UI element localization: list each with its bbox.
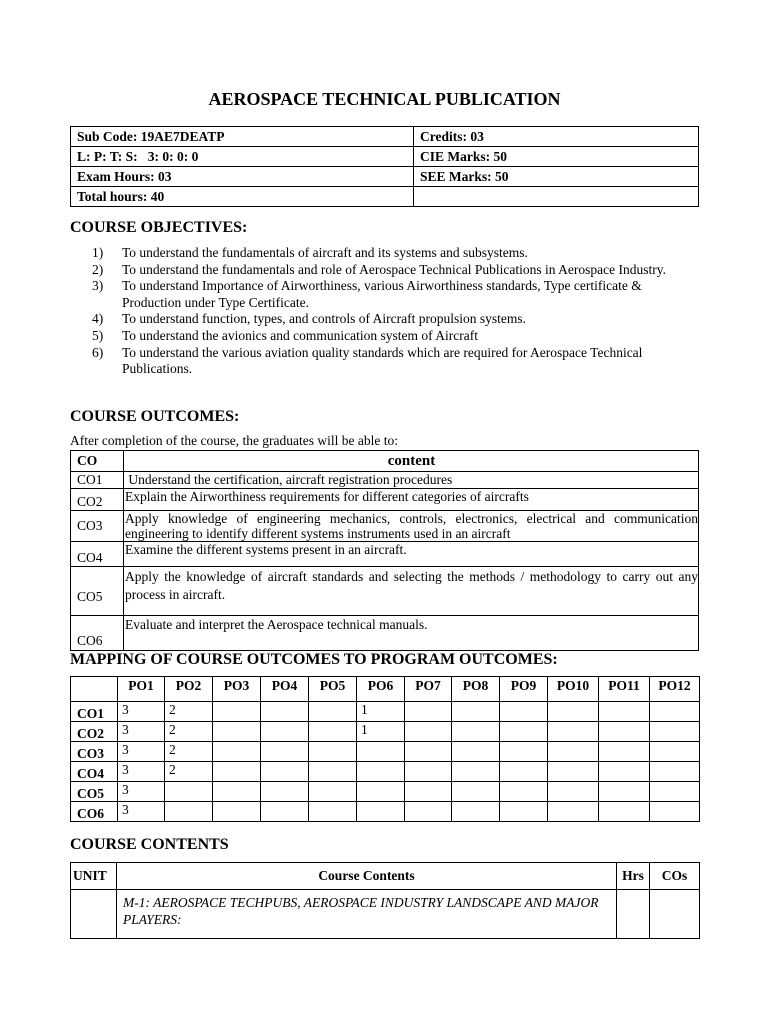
- contents-cell: M-1: AEROSPACE TECHPUBS, AEROSPACE INDUSTRY LANDSCAPE AND MAJOR PLAYERS:: [117, 890, 617, 939]
- co-text: Apply the knowledge of aircraft standards and selecting the methods / methodology to carry out any process in aircraft.: [124, 567, 699, 616]
- co-label: CO4: [71, 542, 124, 567]
- mapping-cell: [650, 782, 700, 802]
- header-cell: PO5: [309, 677, 357, 702]
- table-row: [71, 472, 699, 489]
- list-item: [92, 262, 697, 279]
- mapping-cell: [261, 742, 309, 762]
- mapping-cell: [165, 782, 213, 802]
- objectives-list: [92, 245, 697, 378]
- list-item: [92, 245, 697, 262]
- header-cell: PO4: [261, 677, 309, 702]
- mapping-cell: 2: [165, 762, 213, 782]
- mapping-cell: [357, 782, 405, 802]
- mapping-cell: 3: [118, 742, 165, 762]
- mapping-cell: [452, 762, 500, 782]
- mapping-cell: [548, 802, 599, 822]
- mapping-cell: 3: [118, 782, 165, 802]
- info-cell: Total hours: 40: [71, 187, 414, 207]
- header-cell: PO3: [213, 677, 261, 702]
- header-cell: PO11: [599, 677, 650, 702]
- mapping-cell: 3: [118, 702, 165, 722]
- list-number: 6): [92, 344, 104, 360]
- mapping-cell: [309, 802, 357, 822]
- mapping-cell: [213, 762, 261, 782]
- mapping-cell: [357, 742, 405, 762]
- row-header: CO4: [71, 762, 118, 782]
- outcomes-heading: COURSE OUTCOMES:: [70, 408, 240, 425]
- outcomes-intro: After completion of the course, the graduates will be able to:: [70, 433, 399, 448]
- mapping-cell: [405, 782, 452, 802]
- list-number: 1): [92, 245, 104, 260]
- mapping-cell: [213, 742, 261, 762]
- list-number: 5): [92, 327, 104, 343]
- mapping-cell: [650, 722, 700, 742]
- mapping-cell: [599, 782, 650, 802]
- row-header: CO3: [71, 742, 118, 762]
- header-cell: PO7: [405, 677, 452, 702]
- mapping-cell: [650, 702, 700, 722]
- contents-table: [70, 862, 700, 939]
- list-text: To understand the avionics and communication system of Aircraft: [122, 327, 478, 343]
- co-label: CO2: [71, 489, 124, 511]
- mapping-cell: [309, 742, 357, 762]
- mapping-cell: [500, 722, 548, 742]
- header-cell: PO12: [650, 677, 700, 702]
- mapping-cell: [452, 702, 500, 722]
- mapping-cell: [500, 742, 548, 762]
- info-cell: Credits: 03: [414, 127, 699, 147]
- header-unit: UNIT: [71, 863, 117, 890]
- mapping-cell: [165, 802, 213, 822]
- header-cell: PO2: [165, 677, 213, 702]
- mapping-cell: [213, 802, 261, 822]
- mapping-cell: [599, 742, 650, 762]
- mapping-cell: [599, 762, 650, 782]
- mapping-cell: 2: [165, 702, 213, 722]
- co-text: Examine the different systems present in an aircraft.: [124, 542, 699, 567]
- table-header-row: [71, 451, 699, 472]
- mapping-cell: [500, 802, 548, 822]
- mapping-cell: [357, 802, 405, 822]
- table-row: [71, 702, 700, 722]
- row-header: CO6: [71, 802, 118, 822]
- co-text: Apply knowledge of engineering mechanics, controls, electronics, electrical and communication engineering to identify different systems instruments used in an aircraft: [125, 511, 698, 541]
- info-row: [71, 187, 699, 207]
- mapping-cell: [452, 742, 500, 762]
- table-row: [71, 742, 700, 762]
- mapping-cell: [261, 782, 309, 802]
- course-info-table: [70, 126, 699, 207]
- header-cell: [71, 677, 118, 702]
- mapping-cell: [405, 702, 452, 722]
- mapping-cell: [650, 742, 700, 762]
- mapping-cell: 2: [165, 722, 213, 742]
- header-cell: content: [124, 451, 699, 472]
- table-row: [71, 616, 699, 651]
- info-cell: Sub Code: 19AE7DEATP: [71, 127, 414, 147]
- row-header: CO5: [71, 782, 118, 802]
- header-cell: PO8: [452, 677, 500, 702]
- mapping-table: [70, 676, 700, 822]
- mapping-cell: [261, 702, 309, 722]
- mapping-cell: [452, 802, 500, 822]
- header-hrs: Hrs: [617, 863, 650, 890]
- list-item: [92, 345, 697, 378]
- info-cell: SEE Marks: 50: [414, 167, 699, 187]
- mapping-cell: [261, 722, 309, 742]
- list-item: [92, 328, 697, 345]
- table-row: [71, 542, 699, 567]
- mapping-cell: [261, 802, 309, 822]
- list-number: 3): [92, 278, 104, 294]
- header-cell: PO6: [357, 677, 405, 702]
- mapping-cell: [405, 742, 452, 762]
- info-cell: L: P: T: S: 3: 0: 0: 0: [71, 147, 414, 167]
- mapping-cell: [405, 762, 452, 782]
- mapping-cell: [261, 762, 309, 782]
- mapping-cell: [357, 762, 405, 782]
- table-header-row: [71, 863, 700, 890]
- info-row: [71, 147, 699, 167]
- page-title: AEROSPACE TECHNICAL PUBLICATION: [208, 89, 561, 109]
- table-row: [71, 762, 700, 782]
- mapping-cell: [309, 782, 357, 802]
- mapping-cell: [213, 702, 261, 722]
- mapping-cell: [309, 762, 357, 782]
- header-cell: CO: [71, 451, 124, 472]
- info-row: [71, 167, 699, 187]
- header-cell: PO10: [548, 677, 599, 702]
- info-cell: CIE Marks: 50: [414, 147, 699, 167]
- mapping-cell: [500, 702, 548, 722]
- mapping-cell: 2: [165, 742, 213, 762]
- mapping-cell: [405, 802, 452, 822]
- unit-cell: [71, 890, 117, 939]
- mapping-cell: 3: [118, 802, 165, 822]
- contents-heading: COURSE CONTENTS: [70, 836, 229, 853]
- header-cell: PO9: [500, 677, 548, 702]
- objectives-heading: COURSE OBJECTIVES:: [70, 219, 248, 236]
- mapping-cell: [548, 782, 599, 802]
- mapping-cell: [309, 702, 357, 722]
- list-item: [92, 278, 697, 311]
- list-text: To understand the various aviation quality standards which are required for Aerospace Technical Publications.: [122, 344, 643, 377]
- co-text: Understand the certification, aircraft registration procedures: [124, 472, 699, 489]
- table-row: [71, 890, 700, 939]
- list-text: To understand the fundamentals and role of Aerospace Technical Publications in Aerospace Industry.: [122, 261, 666, 277]
- header-cos: COs: [650, 863, 700, 890]
- mapping-cell: 1: [357, 722, 405, 742]
- header-cell: PO1: [118, 677, 165, 702]
- table-row: [71, 782, 700, 802]
- header-contents: Course Contents: [117, 863, 617, 890]
- list-number: 2): [92, 261, 104, 277]
- outcomes-table: [70, 450, 699, 651]
- table-row: [71, 489, 699, 511]
- co-label: CO1: [71, 472, 124, 489]
- mapping-cell: [548, 762, 599, 782]
- mapping-cell: [599, 722, 650, 742]
- co-text: Evaluate and interpret the Aerospace technical manuals.: [124, 616, 699, 651]
- co-label: CO3: [71, 511, 124, 542]
- mapping-cell: [650, 802, 700, 822]
- mapping-cell: [548, 742, 599, 762]
- info-row: [71, 127, 699, 147]
- table-row: [71, 567, 699, 616]
- mapping-cell: [650, 762, 700, 782]
- table-row: [71, 511, 699, 542]
- mapping-cell: [500, 782, 548, 802]
- list-text: To understand Importance of Airworthiness, various Airworthiness standards, Type certificate & Production under Type Certificate.: [122, 278, 642, 310]
- cos-cell: [650, 890, 700, 939]
- mapping-cell: [599, 802, 650, 822]
- mapping-cell: [452, 782, 500, 802]
- table-row: [71, 802, 700, 822]
- mapping-cell: [548, 702, 599, 722]
- mapping-cell: [213, 782, 261, 802]
- co-label: CO5: [71, 567, 124, 616]
- table-header-row: [71, 677, 700, 702]
- co-text: Explain the Airworthiness requirements for different categories of aircrafts: [124, 489, 699, 511]
- mapping-cell: [452, 722, 500, 742]
- mapping-heading: MAPPING OF COURSE OUTCOMES TO PROGRAM OUTCOMES:: [70, 651, 558, 668]
- mapping-cell: [548, 722, 599, 742]
- list-text: To understand function, types, and controls of Aircraft propulsion systems.: [122, 311, 526, 327]
- info-cell: Exam Hours: 03: [71, 167, 414, 187]
- row-header: CO1: [71, 702, 118, 722]
- row-header: CO2: [71, 722, 118, 742]
- mapping-cell: [405, 722, 452, 742]
- mapping-cell: 3: [118, 762, 165, 782]
- list-number: 4): [92, 311, 104, 327]
- list-item: [92, 311, 697, 328]
- mapping-cell: [213, 722, 261, 742]
- table-row: [71, 722, 700, 742]
- mapping-cell: 3: [118, 722, 165, 742]
- mapping-cell: 1: [357, 702, 405, 722]
- list-text: To understand the fundamentals of aircraft and its systems and subsystems.: [122, 245, 528, 260]
- co-label: CO6: [71, 616, 124, 651]
- info-cell: [414, 187, 699, 207]
- mapping-cell: [599, 702, 650, 722]
- mapping-cell: [309, 722, 357, 742]
- mapping-cell: [500, 762, 548, 782]
- hrs-cell: [617, 890, 650, 939]
